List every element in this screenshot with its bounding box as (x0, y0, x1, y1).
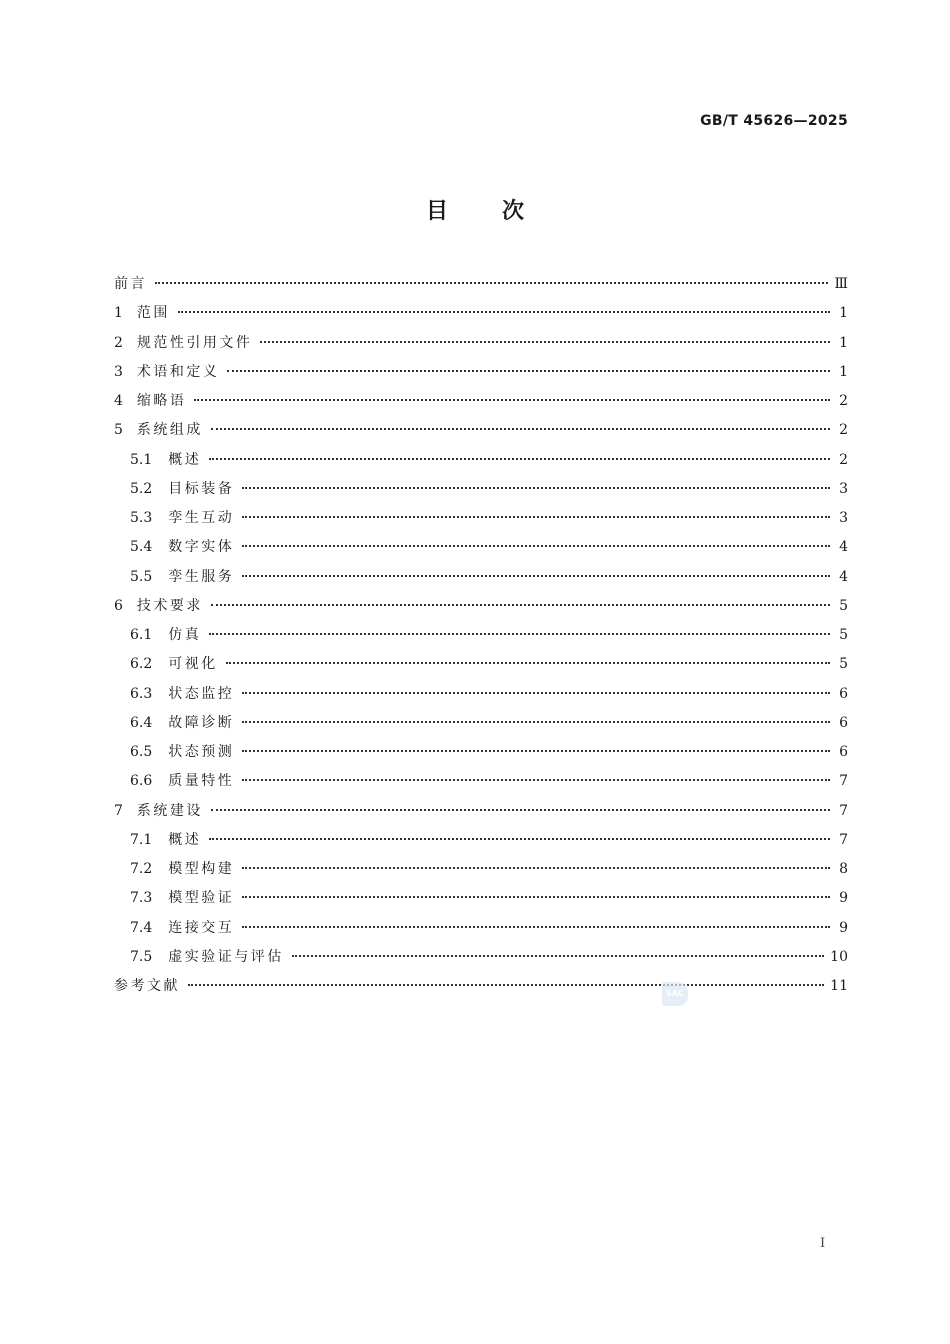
toc-entry-number: 5.3 (130, 510, 153, 526)
toc-entry-label: 孪生互动 (168, 510, 235, 526)
toc-entry[interactable] (114, 650, 848, 679)
toc-entry-number: 1 (114, 305, 123, 322)
page-title: 目次 (425, 199, 578, 224)
toc-entry[interactable] (114, 533, 848, 562)
toc-entry[interactable] (114, 416, 848, 445)
toc-entry-number: 6.1 (130, 627, 153, 643)
toc-entry-page: 10 (830, 948, 848, 965)
toc-entry[interactable] (114, 797, 848, 826)
toc-entry-page: 5 (839, 597, 848, 614)
toc-dot-leader (155, 282, 828, 284)
toc-entry-label: 可视化 (168, 656, 218, 673)
toc-entry-number: 6.6 (130, 773, 153, 790)
toc-entry-number: 5.1 (130, 451, 153, 468)
toc-entry-label: 故障诊断 (168, 714, 235, 731)
toc-entry-page: 3 (839, 510, 848, 526)
toc-entry-number: 7.5 (130, 948, 153, 965)
toc-entry-page: 2 (839, 451, 848, 468)
toc-entry[interactable] (114, 592, 848, 621)
toc-entry[interactable] (114, 826, 848, 855)
toc-dot-leader (260, 341, 830, 343)
toc-entry-number: 7.1 (130, 831, 153, 848)
toc-entry[interactable] (114, 972, 848, 1001)
standard-number: GB/T 45626—2025 (700, 113, 848, 129)
toc-entry-page: 1 (839, 363, 848, 380)
toc-dot-leader (242, 779, 830, 781)
toc-entry-label: 参考文献 (114, 978, 180, 994)
toc-entry-label: 术语和定义 (136, 363, 220, 380)
toc-dot-leader (242, 516, 830, 518)
toc-entry[interactable] (114, 387, 848, 416)
toc-entry[interactable] (114, 329, 848, 358)
toc-dot-leader (227, 370, 830, 372)
toc-dot-leader (242, 575, 830, 577)
toc-entry-number: 3 (114, 363, 123, 380)
toc-entry[interactable] (114, 299, 848, 328)
toc-entry-page: 5 (839, 627, 848, 643)
toc-entry-page: 2 (839, 393, 848, 409)
toc-entry[interactable] (114, 738, 848, 767)
toc-entry-page: 6 (839, 685, 848, 702)
toc-dot-leader (209, 458, 830, 460)
toc-entry-label: 状态预测 (168, 744, 235, 760)
toc-entry-number: 5.4 (130, 539, 153, 556)
toc-entry-number: 7.4 (130, 919, 153, 936)
toc-entry-label: 范围 (136, 305, 170, 322)
toc-dot-leader (209, 633, 830, 635)
toc-entry[interactable] (114, 943, 848, 972)
toc-entry-page: 4 (839, 539, 848, 556)
toc-entry[interactable] (114, 563, 848, 592)
toc-entry[interactable] (114, 270, 848, 299)
watermark-logo: SAC (662, 982, 688, 1006)
toc-entry-page: 3 (839, 480, 848, 497)
toc-dot-leader (211, 809, 830, 811)
toc-dot-leader (292, 955, 824, 957)
toc-entry-number: 6.3 (130, 685, 153, 702)
toc-entry-label: 系统组成 (136, 422, 203, 439)
toc-entry-label: 仿真 (168, 627, 202, 643)
toc-entry-number: 5.2 (130, 480, 153, 497)
toc-entry-number: 6.2 (130, 656, 153, 673)
toc-entry-number: 6.4 (130, 714, 153, 731)
toc-entry[interactable] (114, 680, 848, 709)
toc-entry-page: 5 (839, 656, 848, 673)
toc-dot-leader (242, 926, 830, 928)
toc-entry[interactable] (114, 446, 848, 475)
toc-dot-leader (242, 867, 830, 869)
toc-entry-label: 状态监控 (168, 685, 235, 702)
toc-entry-number: 6 (114, 597, 123, 614)
toc-dot-leader (242, 721, 830, 723)
toc-entry-number: 5.5 (130, 568, 153, 585)
toc-entry[interactable] (114, 884, 848, 913)
toc-entry-label: 概述 (168, 451, 202, 468)
toc-entry-page: 8 (839, 861, 848, 877)
toc-dot-leader (242, 896, 830, 898)
toc-dot-leader (211, 604, 830, 606)
toc-dot-leader (226, 662, 830, 664)
toc-entry-number: 5 (114, 422, 123, 439)
toc-entry-label: 缩略语 (136, 393, 187, 409)
toc-entry-label: 规范性引用文件 (136, 334, 253, 351)
toc-dot-leader (242, 692, 830, 694)
toc-entry-page: 9 (839, 919, 848, 936)
toc-entry-page: 7 (839, 773, 848, 790)
toc-entry-page: 6 (839, 744, 848, 760)
toc-entry[interactable] (114, 855, 848, 884)
toc-entry-page: 4 (839, 568, 848, 585)
toc-entry-label: 模型构建 (168, 861, 235, 877)
toc-entry-page: 6 (839, 714, 848, 731)
toc-entry-page: 7 (839, 802, 848, 819)
toc-entry-number: 2 (114, 334, 123, 351)
toc-entry-page: 11 (830, 978, 848, 994)
page-number: I (820, 1236, 826, 1251)
table-of-contents (114, 270, 848, 1001)
toc-entry-number: 4 (114, 393, 123, 409)
toc-dot-leader (211, 428, 830, 430)
toc-entry-label: 目标装备 (168, 480, 235, 497)
toc-dot-leader (242, 487, 830, 489)
toc-dot-leader (194, 399, 830, 401)
toc-dot-leader (242, 750, 830, 752)
toc-entry[interactable] (114, 709, 848, 738)
toc-entry[interactable] (114, 358, 848, 387)
toc-entry-label: 质量特性 (168, 773, 235, 790)
toc-entry-label: 虚实验证与评估 (168, 948, 284, 965)
toc-entry-label: 数字实体 (168, 539, 235, 556)
toc-entry[interactable] (114, 767, 848, 796)
toc-entry-page: 1 (839, 334, 848, 351)
toc-entry-label: 技术要求 (136, 597, 203, 614)
toc-entry-label: 孪生服务 (168, 568, 235, 585)
toc-entry-label: 前言 (114, 276, 147, 292)
toc-entry-label: 模型验证 (168, 890, 235, 907)
toc-entry-page: 7 (839, 831, 848, 848)
toc-entry-label: 概述 (168, 831, 202, 848)
toc-entry-number: 6.5 (130, 744, 153, 760)
toc-dot-leader (242, 545, 830, 547)
toc-entry[interactable] (114, 504, 848, 533)
toc-entry-label: 系统建设 (136, 802, 203, 819)
toc-dot-leader (178, 311, 830, 313)
toc-entry-page: 9 (839, 890, 848, 907)
toc-entry-page: 1 (839, 305, 848, 322)
toc-entry-label: 连接交互 (168, 919, 235, 936)
toc-entry-page: 2 (839, 422, 848, 439)
toc-entry[interactable] (114, 621, 848, 650)
toc-entry-number: 7 (114, 802, 123, 819)
toc-entry-number: 7.3 (130, 890, 153, 907)
toc-entry-page: Ⅲ (834, 276, 848, 292)
toc-entry-number: 7.2 (130, 861, 153, 877)
toc-entry[interactable] (114, 914, 848, 943)
toc-entry[interactable] (114, 475, 848, 504)
toc-dot-leader (188, 984, 824, 986)
toc-dot-leader (209, 838, 830, 840)
